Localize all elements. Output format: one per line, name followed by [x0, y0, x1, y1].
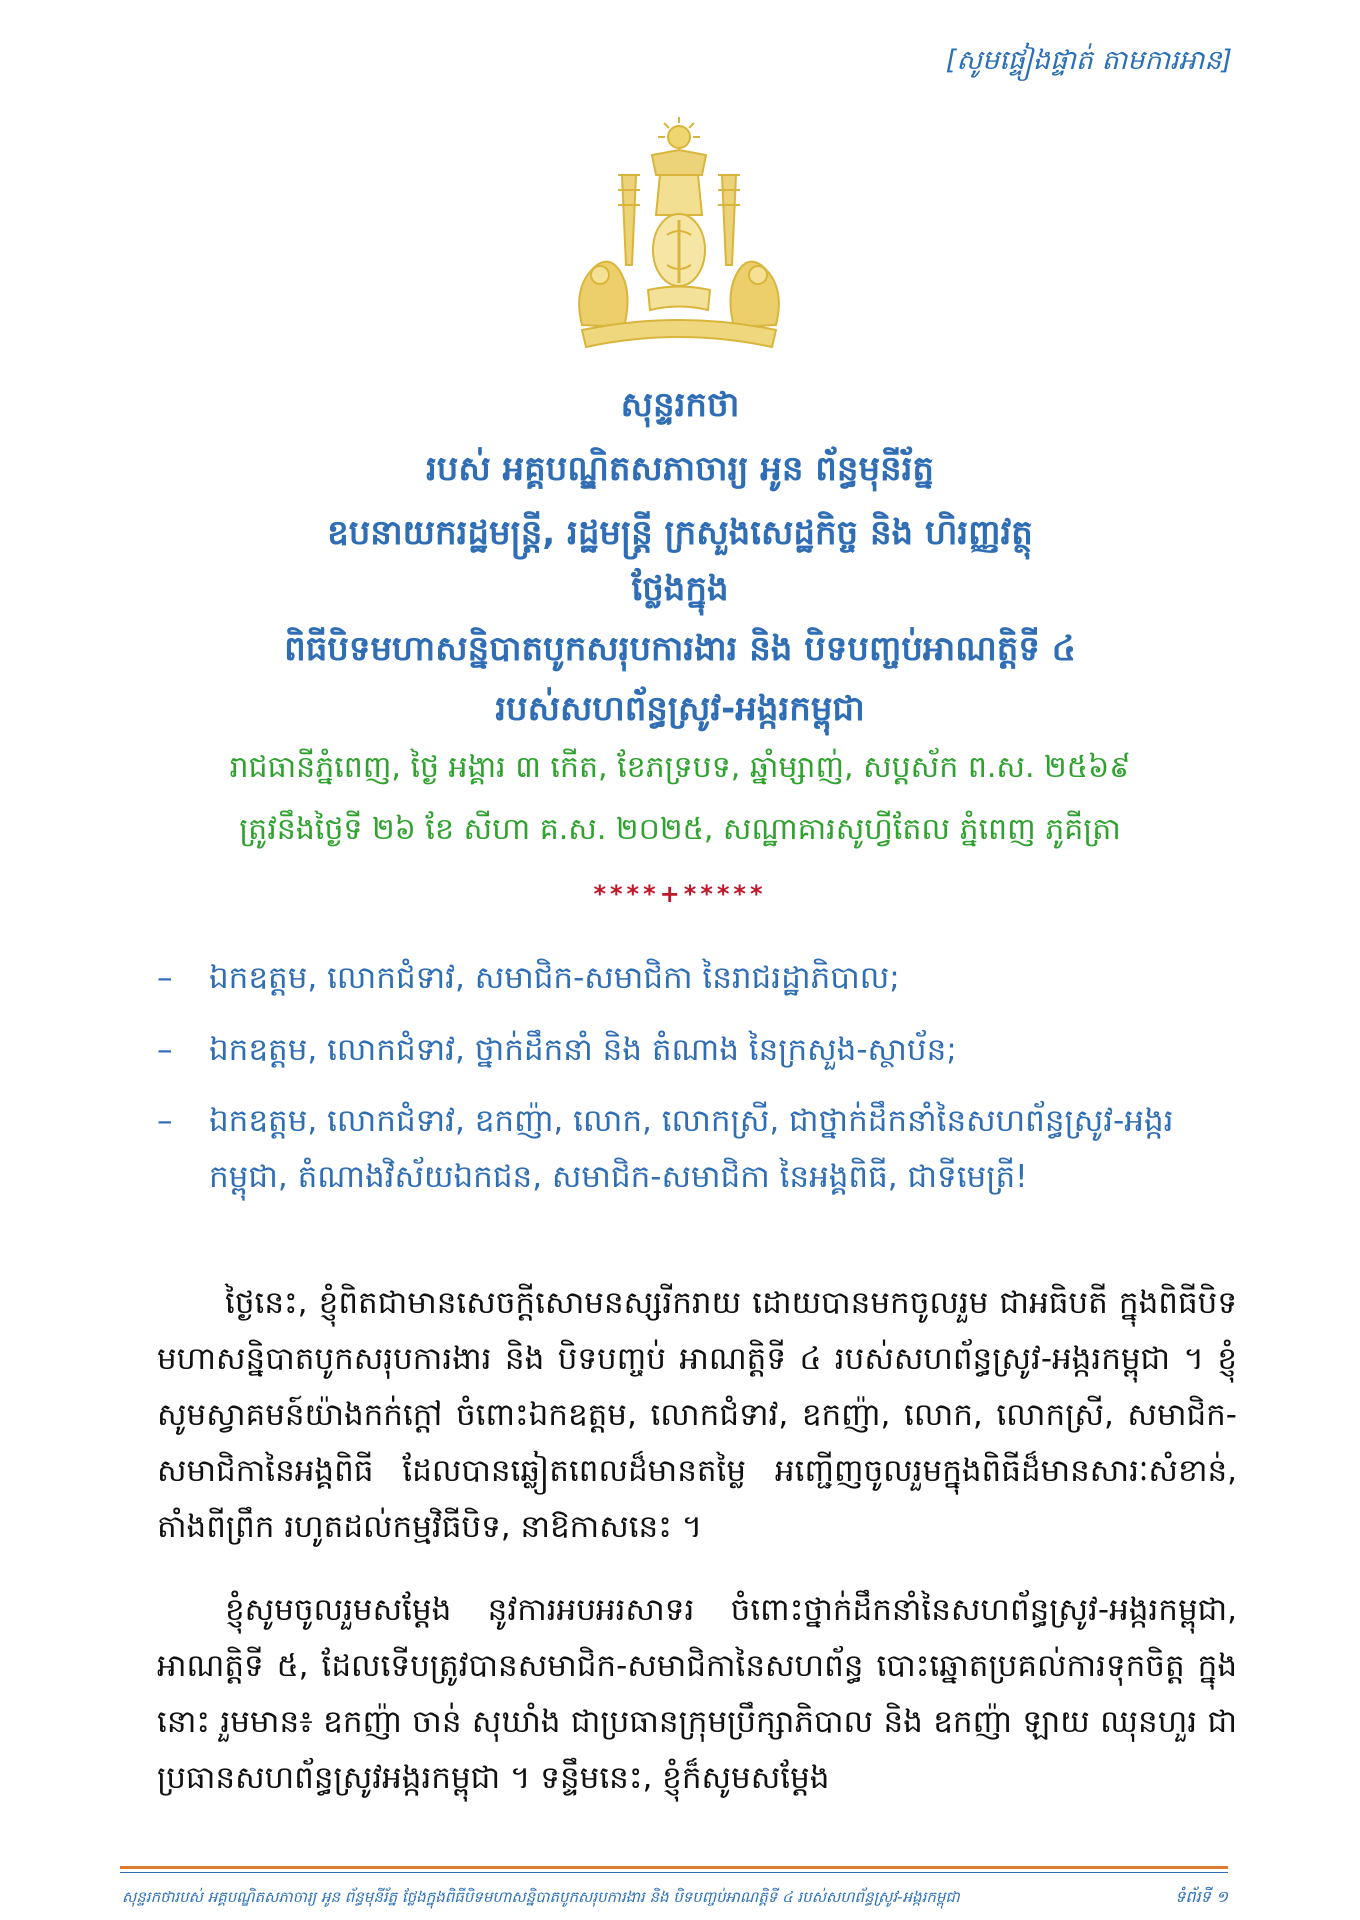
heading-organization: របស់សហព័ន្ធស្រូវ-អង្ករកម្ពុជា	[495, 689, 865, 729]
greeting-text: ឯកឧត្តម, លោកជំទាវ, ថ្នាក់ដឹកនាំ និង តំណាង នៃក្រសួង-ស្ថាប័ន;	[209, 1032, 957, 1068]
heading-date-venue: ត្រូវនឹងថ្ងៃទី ២៦ ខែ សីហា គ.ស. ២០២៥, សណ្ឋាគារសូហ្វីតែល ភ្នំពេញ ភូគីត្រា	[239, 812, 1121, 847]
greeting-dash: –	[157, 1103, 173, 1139]
heading-date-lunar: រាជធានីភ្នំពេញ, ថ្ងៃ អង្គារ ៣ កើត, ខែភទ្របទ, ឆ្នាំម្សាញ់, សប្តស័ក ព.ស. ២៥៦៩	[229, 750, 1131, 785]
greeting-item	[157, 950, 1237, 1006]
heading-delivered-at: ថ្លែងក្នុង	[631, 569, 729, 609]
greeting-text: ឯកឧត្តម, លោកជំទាវ, ឧកញ៉ា, លោក, លោកស្រី, ជាថ្នាក់ដឹកនាំនៃសហព័ន្ធស្រូវ-អង្ករកម្ពុជា, តំណាងវិស័យឯកជន, សមាជិក-សមាជិកា នៃអង្គពិធី, ជាទីមេត្រី!	[209, 1103, 1174, 1195]
paragraph-text: ខ្ញុំសូមចូលរួមសម្តែង នូវការអបអរសាទរ ចំពោះថ្នាក់ដឹកនាំនៃសហព័ន្ធស្រូវ-អង្ករកម្ពុជា, អាណត្តិទី ៥, ដែលទើបត្រូវបានសមាជិក-សមាជិកានៃសហព័ន្ធ បោះឆ្នោតប្រគល់ការទុកចិត្ត ក្នុងនោះ រួមមាន៖ ឧកញ៉ា ចាន់ សុឃាំង ជាប្រធានក្រុមប្រឹក្សាភិបាល និង ឧកញ៉ា ឡាយ ឈុនហួរ ជាប្រធានសហព័ន្ធស្រូវអង្ករកម្ពុជា ។ ទន្ទឹមនេះ, ខ្ញុំក៏សូមសម្តែង	[157, 1592, 1237, 1796]
footer-rule-thin	[120, 1872, 1228, 1873]
heading-position: ឧបនាយករដ្ឋមន្ត្រី, រដ្ឋមន្ត្រី ក្រសួងសេដ្ឋកិច្ច និង ហិរញ្ញវត្ថុ	[327, 513, 1033, 553]
separator-stars: ****+*****	[593, 880, 767, 908]
heading-event: ពិធីបិទមហាសន្និបាតបូកសរុបការងារ និង បិទបញ្ចប់អាណត្តិទី ៤	[284, 629, 1076, 669]
body-paragraph	[157, 1582, 1237, 1806]
page-number: ទំព័រទី ១	[1175, 1887, 1228, 1906]
footer-rule	[120, 1866, 1228, 1869]
greeting-item	[157, 1093, 1237, 1205]
greeting-dash: –	[157, 1032, 173, 1068]
royal-emblem-icon	[552, 115, 806, 355]
heading-speaker: របស់ អគ្គបណ្ឌិតសភាចារ្យ អូន ព័ន្ធមុនីរ័ត្ន	[426, 449, 934, 489]
greeting-item	[157, 1022, 1237, 1078]
top-note: [សូមផ្ទៀងផ្ទាត់ តាមការអាន]	[945, 45, 1232, 76]
footer-title: សុន្ទរកថារបស់ អគ្គបណ្ឌិតសភាចារ្យ អូន ព័ន្ធមុនីរ័ត្ន ថ្លែងក្នុងពិធីបិទមហាសន្និបាតបូកសរុបការងារ និង បិទបញ្ចប់អាណត្តិទី ៤ របស់សហព័ន្ធស្រូវ-អង្ករកម្ពុជា	[122, 1888, 960, 1906]
greeting-text: ឯកឧត្តម, លោកជំទាវ, សមាជិក-សមាជិកា នៃរាជរដ្ឋាភិបាល;	[209, 960, 900, 996]
body-paragraph	[157, 1275, 1237, 1555]
heading-title: សុន្ទរកថា	[620, 385, 740, 425]
paragraph-text: ថ្ងៃនេះ, ខ្ញុំពិតជាមានសេចក្តីសោមនស្សរីករាយ ដោយបានមកចូលរួម ជាអធិបតី ក្នុងពិធីបិទ មហាសន្និបាតបូកសរុបការងារ និង បិទបញ្ចប់ អាណត្តិទី ៤ របស់សហព័ន្ធស្រូវ-អង្ករកម្ពុជា ។ ខ្ញុំសូមស្វាគមន៍យ៉ាងកក់ក្តៅ ចំពោះឯកឧត្តម, លោកជំទាវ, ឧកញ៉ា, លោក, លោកស្រី, សមាជិក-សមាជិកានៃអង្គពិធី ដែលបានឆ្លៀតពេលដ៏មានតម្លៃ អញ្ជើញចូលរួមក្នុងពិធីដ៏មានសារៈសំខាន់, តាំងពីព្រឹក រហូតដល់កម្មវិធីបិទ, នាឱកាសនេះ ។	[157, 1285, 1237, 1545]
greeting-dash: –	[157, 960, 173, 996]
